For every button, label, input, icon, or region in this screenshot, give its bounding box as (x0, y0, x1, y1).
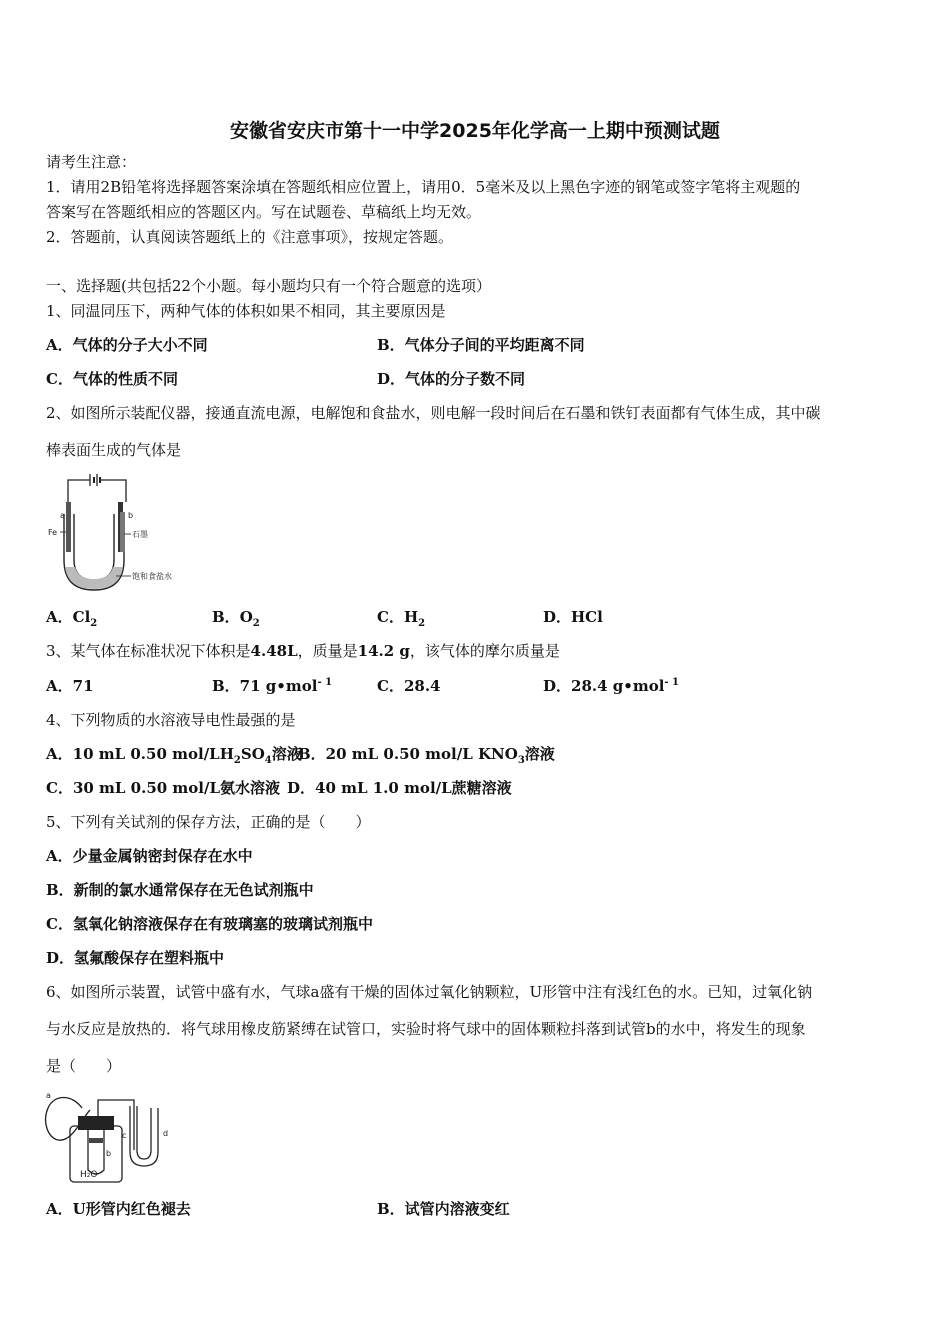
label-water: H₂O (80, 1170, 98, 1180)
question-3-option-c: C．28.4 (377, 677, 441, 695)
question-5-option-d: D．氢氟酸保存在塑料瓶中 (46, 949, 225, 967)
question-1-stem: 1、同温同压下，两种气体的体积如果不相同，其主要原因是 (46, 302, 446, 320)
label-brine: 饱和食盐水 (132, 572, 172, 581)
label-b: b (106, 1149, 112, 1158)
label-a: a (46, 1091, 51, 1100)
question-2-option-d: D．HCl (543, 608, 603, 626)
question-5-option-c: C．氢氧化钠溶液保存在有玻璃塞的玻璃试剂瓶中 (46, 915, 373, 933)
question-6-option-b: B．试管内溶液变红 (377, 1200, 510, 1218)
label-graphite: 石墨 (132, 530, 148, 539)
label-c: c (122, 1131, 127, 1140)
notice-item-2: 2．答题前，认真阅读答题纸上的《注意事项》，按规定答题。 (46, 228, 454, 246)
question-6-option-a: A．U形管内红色褪去 (46, 1200, 191, 1218)
question-3-option-d: D．28.4 g•mol$^{- 1}$ (543, 677, 680, 695)
question-3-option-b: B．71 g•mol$^{- 1}$ (212, 677, 333, 695)
question-2-stem-line-2: 棒表面生成的气体是 (46, 441, 182, 459)
question-1-option-d: D．气体的分子数不同 (377, 370, 526, 388)
question-6-stem-line-1: 6、如图所示装置，试管中盛有水，气球a盛有干燥的固体过氧化钠颗粒，U形管中注有浅红色的水。已知，过氧化钠 (46, 983, 813, 1001)
question-3-stem: 3、某气体在标准状况下体积是4.48L，质量是14.2 g，该气体的摩尔质量是 (46, 642, 560, 660)
notice-heading: 请考生注意： (46, 153, 137, 171)
section-heading: 一、选择题(共包括22个小题。每小题均只有一个符合题意的选项） (46, 277, 491, 295)
question-1-option-c: C．气体的性质不同 (46, 370, 178, 388)
question-4-option-c: C．30 mL 0.50 mol/L氨水溶液 (46, 779, 281, 797)
question-5-stem: 5、下列有关试剂的保存方法，正确的是（ ） (46, 813, 371, 831)
question-2-stem-line-1: 2、如图所示装配仪器，接通直流电源，电解饱和食盐水，则电解一段时间后在石墨和铁钉表面都有气体生成，其中碳 (46, 404, 821, 422)
question-4-stem: 4、下列物质的水溶液导电性最强的是 (46, 711, 296, 729)
notice-item-1-line-1: 1．请用2B铅笔将选择题答案涂填在答题纸相应位置上，请用0．5毫米及以上黑色字迹的钢笔或签字笔将主观题的 (46, 178, 801, 196)
question-1-option-a: A．气体的分子大小不同 (46, 336, 208, 354)
question-4-option-b: B．20 mL 0.50 mol/L $KNO_3$溶液 (298, 745, 555, 766)
question-5-option-a: A．少量金属钠密封保存在水中 (46, 847, 253, 865)
electrolysis-u-tube-figure (46, 472, 196, 598)
question-4-option-a: A．10 mL 0.50 mol/$LH_2SO_4$溶液 (46, 745, 302, 766)
question-6-stem-line-3: 是（ ） (46, 1057, 122, 1075)
page-title: 安徽省安庆市第十一中学2025年化学高一上期中预测试题 (230, 120, 720, 142)
question-3-option-a: A．71 (46, 677, 94, 695)
question-2-option-a: A．$Cl_2$ (46, 608, 98, 629)
label-b: b (128, 511, 134, 520)
question-1-option-b: B．气体分子间的平均距离不同 (377, 336, 585, 354)
question-4-option-d: D．40 mL 1.0 mol/L蔗糖溶液 (287, 779, 512, 797)
label-fe: Fe (48, 528, 58, 537)
label-a: a (60, 511, 65, 520)
notice-item-1-line-2: 答案写在答题纸相应的答题区内。写在试题卷、草稿纸上均无效。 (46, 203, 482, 221)
question-2-option-b: B．$O_2$ (212, 608, 260, 629)
question-6-stem-line-2: 与水反应是放热的．将气球用橡皮筋紧缚在试管口，实验时将气球中的固体颗粒抖落到试管b的水中，将发生的现象 (46, 1020, 806, 1038)
question-5-option-b: B．新制的氯水通常保存在无色试剂瓶中 (46, 881, 314, 899)
question-2-option-c: C．$H_2$ (377, 608, 426, 629)
balloon-test-tube-figure (42, 1086, 182, 1186)
label-d: d (163, 1129, 169, 1138)
